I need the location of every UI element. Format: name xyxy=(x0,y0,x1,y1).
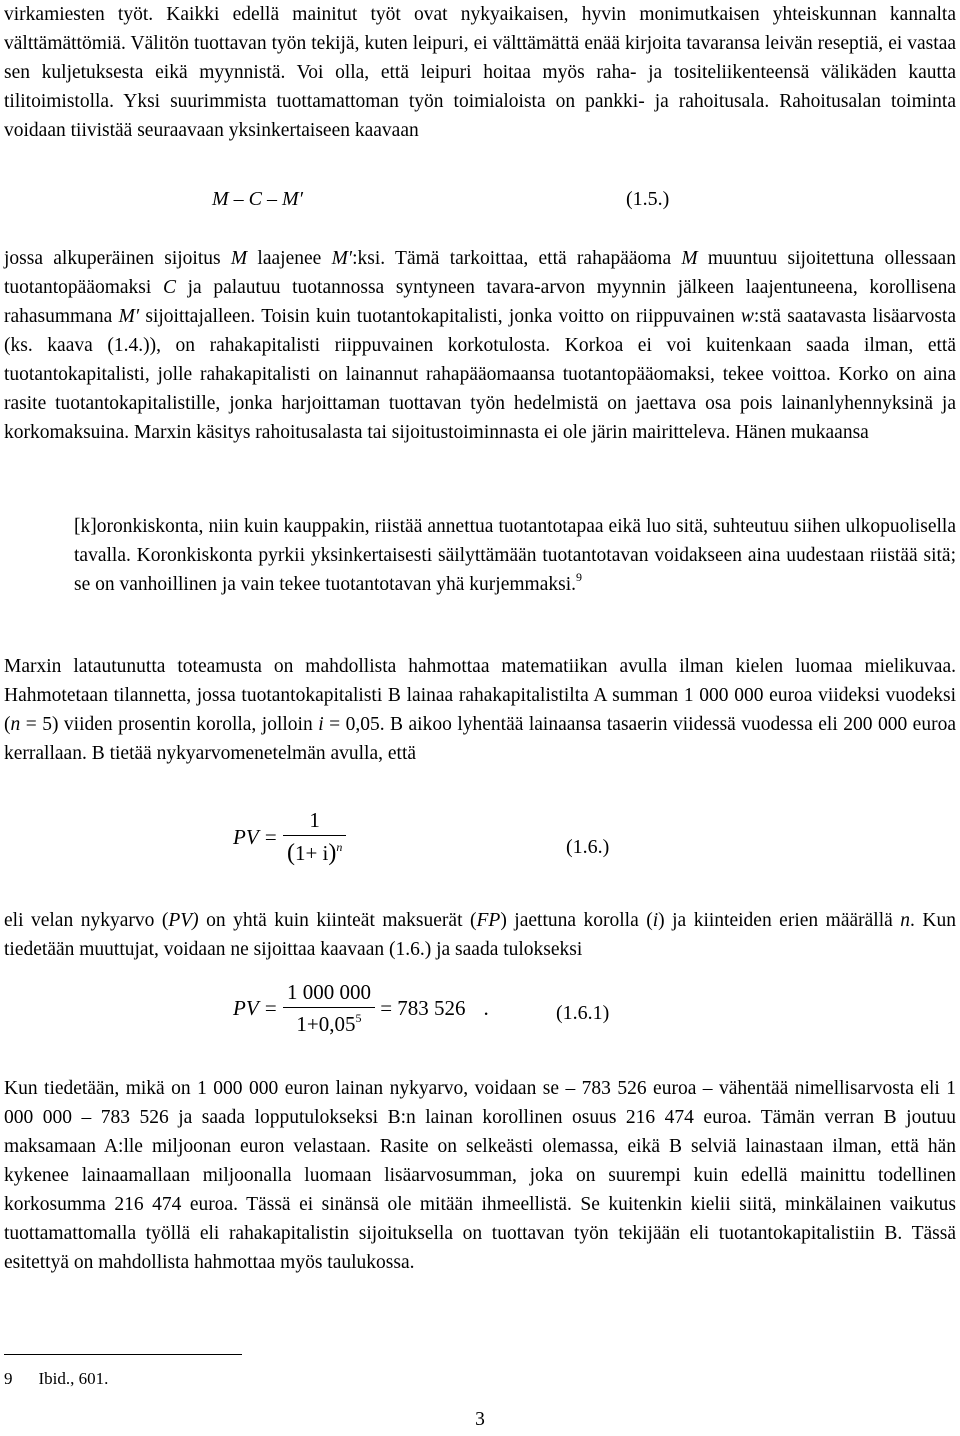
paragraph-present-value: eli velan nykyarvo (PV) on yhtä kuin kiinteät maksuerät (FP) jaettuna korolla (i) ja kiinteiden erien määrällä n. Kun tiedetään muuttujat, voidaan ne sijoittaa kaavaan (1.6.) ja saada tulokseksi xyxy=(4,910,956,960)
paragraph-financial-sector: virkamiesten työt. Kaikki edellä mainitut työt ovat nykyaikaisen, hyvin monimutkaisen yhteiskunnan kannalta välttämättömiä. Välitön tuottavan työn tekijä, kuten leipuri, ei välttämättä enää kirjoita tavaransa leivän reseptiä, ei vastaa sen kuljetuksesta eikä myynnistä. Voi olla, että leipuri hoitaa myös raha- ja tositeliikenteensä välikäden kautta tilitoimistolla. Yksi suurimmista tuottamattoman työn toimialoista on pankki- ja rahoitusala. Rahoitusalan toiminta voidaan tiivistää seuraavaan yksinkertaiseen kaavaan xyxy=(4,4,956,141)
paragraph-loan-example: Marxin latautunutta toteamusta on mahdollista hahmottaa matematiikan avulla ilman kielen luomaa mielikuvaa. Hahmotetaan tilannetta, jossa tuotantokapitalisti B lainaa rahakapitalistilta A summan 1 000 000 euroa viideksi vuodeksi (n = 5) viiden prosentin korolla, jolloin i = 0,05. B aikoo lyhentää lainaansa tasaerin viidessä vuodessa eli 200 000 euroa kerrallaan. B tietää nykyarvomenetelmän avulla, että xyxy=(4,656,956,764)
paragraph-interest-burden: Kun tiedetään, mikä on 1 000 000 euron lainan nykyarvo, voidaan se – 783 526 euroa – vähentää nimellisarvosta eli 1 000 000 – 783 526 ja saada lopputulokseksi B:n lainan korollinen osuus 216 474 euroa. Tämän verran B joutuu maksamaan A:lle miljoonan euron velastaan. Rasite on selkeästi olemassa, eikä B selviä lainastaan ilman, että hän kykenee lainaamallaan miljoonalla luomaan lisäarvosumman, joka on suurempi kuin edellä mainittu todellinen korkosumma 216 474 euroa. Tässä ei sinänsä ole mitään ihmeellistä. Se kuitenkin kielii siitä, minkälainen vaikutus tuottamattomalla työllä eli rahakapitalistin sijoituksella on tuottavan työn tekijään eli tuotantokapitalistiin B. Tässä esitettyä on mahdollista hahmottaa myös taulukossa. xyxy=(4,1078,956,1273)
equation-1-6: PV = $\frac{1}{(1+ i)^n}$ xyxy=(233,808,346,867)
footnote-divider xyxy=(4,1354,242,1355)
equation-1-6-label: (1.6.) xyxy=(566,836,610,858)
equation-1-6-1-label: (1.6.1) xyxy=(556,1002,610,1024)
equation-1-5-label: (1.5.) xyxy=(626,188,670,210)
equation-1-6-1-fraction: $\frac{1 000 000}{1+0,05^5}$ xyxy=(283,980,375,1037)
paragraph-capital-interest: jossa alkuperäinen sijoitus M laajenee M′:ksi. Tämä tarkoittaa, että rahapääoma M muuntuu sijoitettuna ollessaan tuotantopääomaksi C ja palautuu tuotannossa syntyneen tavara-arvon myynnin jälkeen laajentuneena, korollisena rahasummana M′ sijoittajalleen. Toisin kuin tuotantokapitalisti, jonka voitto on riippuvainen w:stä saatavasta lisäarvosta (ks. kaava (1.4.)), on rahakapitalisti riippuvainen korkotulosta. Korkoa ei voi kuitenkaan saada ilman, että tuotantokapitalisti, jolle rahakapitalisti on lainannut rahapääomaansa tuotantopääomaksi, tekee voittoa. Korko on aina rasite tuotantokapitalistille, jonka harjoittaman tuottavan työn hedelmistä on jaettava osa pois lainanlyhennyksinä ja korkomaksuina. Marxin käsitys rahoitusalasta tai sijoitustoiminnasta ei ole järin mairitteleva. Hänen mukaansa xyxy=(4,248,956,443)
block-quote-marx: [k]oronkiskonta, niin kuin kauppakin, riistää annettua tuotantotapaa eikä luo sitä, suhteutuu siihen ulkopuolisella tavalla. Koronkiskonta pyrkii yksinkertaisesti säilyttämään tuotantotavan voidakseen aina uudestaan riistää sitä; se on vanhoillinen ja vain tekee tuotantotavan yhä kurjemmaksi.$^9$ xyxy=(74,516,956,595)
footnote: 9 Ibid., 601. xyxy=(4,1369,109,1388)
equation-1-6-fraction: $\frac{1}{(1+ i)^n}$ xyxy=(283,808,346,867)
equation-1-6-1: PV = $\frac{1 000 000}{1+0,05^5}$ = 783 526 . xyxy=(233,980,489,1036)
page-number: 3 xyxy=(475,1409,485,1430)
footnote-reference: 9 xyxy=(575,570,582,584)
equation-1-5-formula: M – C – M′ xyxy=(212,188,304,210)
